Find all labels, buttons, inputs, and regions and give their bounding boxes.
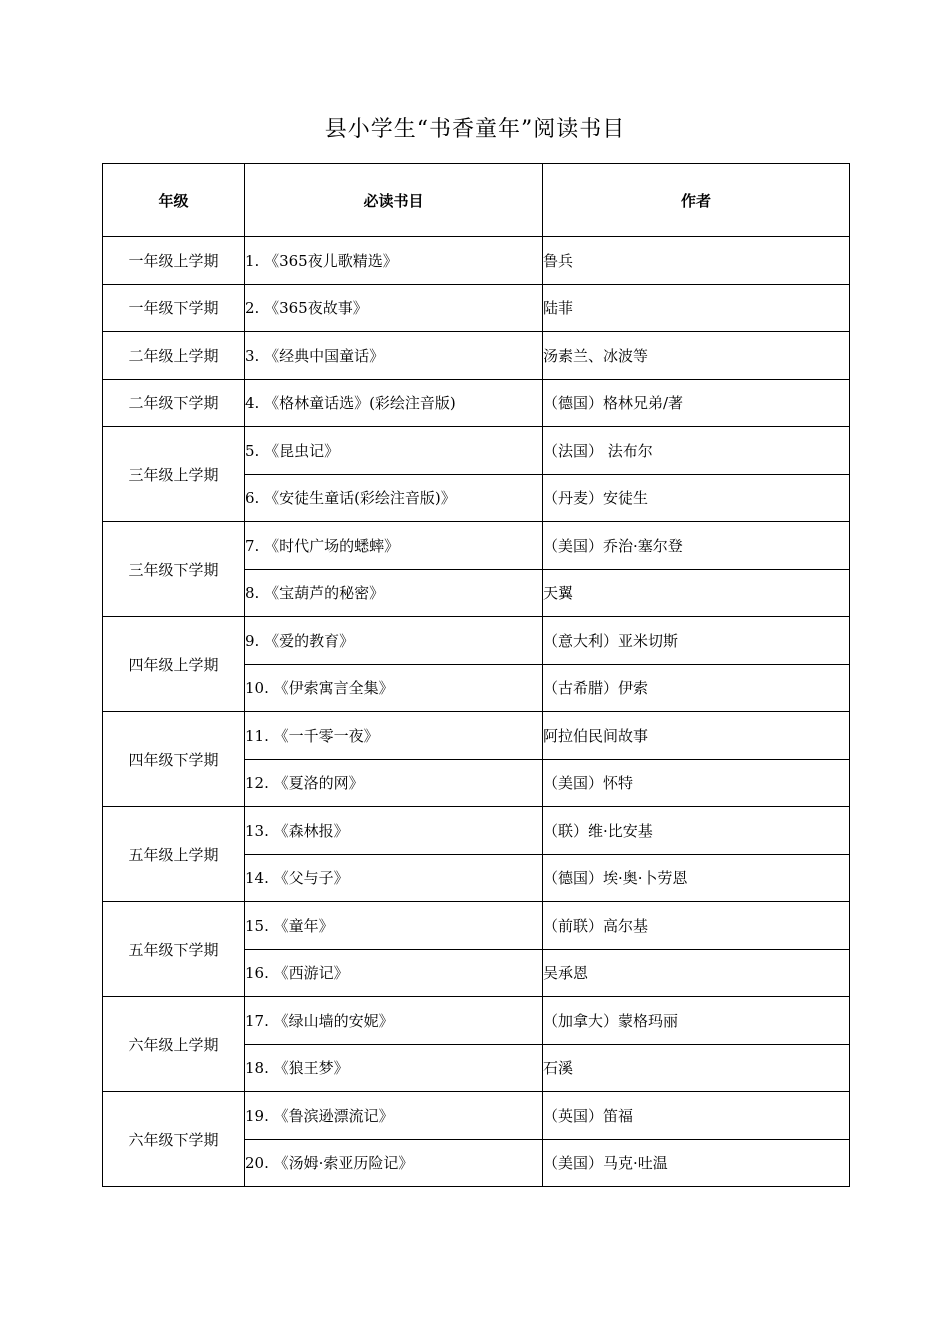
table-row [103, 1092, 850, 1140]
book-title-cell: 4. 《格林童话选》(彩绘注音版) [245, 379, 543, 427]
book-title-cell: 12. 《夏洛的网》 [245, 759, 543, 807]
grade-cell: 一年级下学期 [103, 284, 245, 332]
reading-list-table [102, 163, 850, 1187]
book-header: 必读书目 [245, 164, 543, 237]
author-cell: 吴承恩 [543, 949, 850, 997]
table-row [103, 379, 850, 427]
grade-cell: 五年级上学期 [103, 807, 245, 902]
author-cell: （前联）高尔基 [543, 902, 850, 950]
book-title-cell: 10. 《伊索寓言全集》 [245, 664, 543, 712]
grade-cell: 一年级上学期 [103, 237, 245, 285]
grade-cell: 三年级上学期 [103, 427, 245, 522]
author-cell: （古希腊）伊索 [543, 664, 850, 712]
table-row [103, 427, 850, 475]
book-title-cell: 8. 《宝葫芦的秘密》 [245, 569, 543, 617]
grade-cell: 二年级下学期 [103, 379, 245, 427]
author-cell: （美国）怀特 [543, 759, 850, 807]
table-row [103, 522, 850, 570]
document-title: 县小学生“书香童年”阅读书目 [324, 117, 626, 142]
author-cell: 阿拉伯民间故事 [543, 712, 850, 760]
book-title-cell: 1. 《365夜儿歌精选》 [245, 237, 543, 285]
author-cell: （美国）马克·吐温 [543, 1139, 850, 1187]
grade-cell: 二年级上学期 [103, 332, 245, 380]
author-cell: （英国）笛福 [543, 1092, 850, 1140]
book-title-cell: 14. 《父与子》 [245, 854, 543, 902]
author-cell: （丹麦）安徒生 [543, 474, 850, 522]
header-row [103, 164, 850, 237]
book-title-cell: 9. 《爱的教育》 [245, 617, 543, 665]
author-cell: （美国）乔治·塞尔登 [543, 522, 850, 570]
grade-cell: 四年级下学期 [103, 712, 245, 807]
book-title-cell: 15. 《童年》 [245, 902, 543, 950]
book-title-cell: 19. 《鲁滨逊漂流记》 [245, 1092, 543, 1140]
book-title-cell: 2. 《365夜故事》 [245, 284, 543, 332]
table-row [103, 332, 850, 380]
author-cell: （意大利）亚米切斯 [543, 617, 850, 665]
grade-cell: 六年级下学期 [103, 1092, 245, 1187]
grade-cell: 四年级上学期 [103, 617, 245, 712]
grade-cell: 五年级下学期 [103, 902, 245, 997]
book-title-cell: 18. 《狼王梦》 [245, 1044, 543, 1092]
author-cell: 陆菲 [543, 284, 850, 332]
book-title-cell: 16. 《西游记》 [245, 949, 543, 997]
author-cell: 鲁兵 [543, 237, 850, 285]
table-row [103, 237, 850, 285]
table-row [103, 902, 850, 950]
table-row [103, 712, 850, 760]
table-row [103, 617, 850, 665]
book-title-cell: 5. 《昆虫记》 [245, 427, 543, 475]
grade-cell: 三年级下学期 [103, 522, 245, 617]
table-row [103, 284, 850, 332]
book-title-cell: 7. 《时代广场的蟋蟀》 [245, 522, 543, 570]
author-cell: （加拿大）蒙格玛丽 [543, 997, 850, 1045]
author-cell: （法国） 法布尔 [543, 427, 850, 475]
table-row [103, 807, 850, 855]
author-header: 作者 [543, 164, 850, 237]
author-cell: 汤素兰、冰波等 [543, 332, 850, 380]
grade-cell: 六年级上学期 [103, 997, 245, 1092]
table-body [103, 237, 850, 1187]
author-cell: 天翼 [543, 569, 850, 617]
book-title-cell: 3. 《经典中国童话》 [245, 332, 543, 380]
author-cell: （德国）格林兄弟/著 [543, 379, 850, 427]
book-title-cell: 13. 《森林报》 [245, 807, 543, 855]
grade-header: 年级 [103, 164, 245, 237]
author-cell: （联）维·比安基 [543, 807, 850, 855]
book-title-cell: 6. 《安徒生童话(彩绘注音版)》 [245, 474, 543, 522]
book-title-cell: 20. 《汤姆·索亚历险记》 [245, 1139, 543, 1187]
table-row [103, 997, 850, 1045]
book-title-cell: 11. 《一千零一夜》 [245, 712, 543, 760]
author-cell: （德国）埃·奥·卜劳恩 [543, 854, 850, 902]
book-title-cell: 17. 《绿山墙的安妮》 [245, 997, 543, 1045]
author-cell: 石溪 [543, 1044, 850, 1092]
